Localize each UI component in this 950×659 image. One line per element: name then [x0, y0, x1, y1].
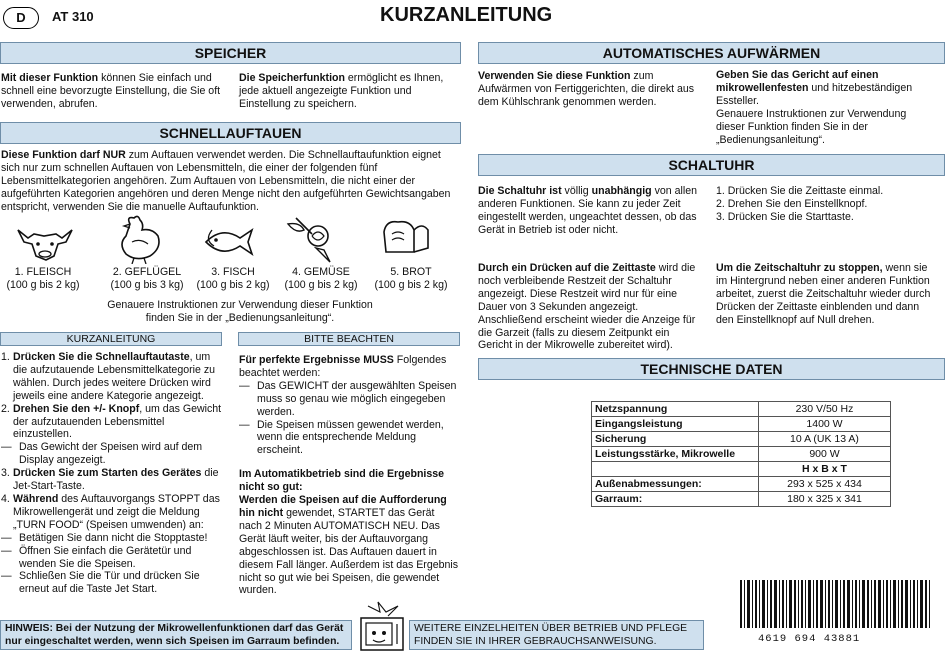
- table-row: H x B x T: [592, 462, 891, 477]
- speicher-heading: SPEICHER: [0, 42, 461, 64]
- bread-icon: [380, 218, 432, 258]
- chicken-icon: [116, 214, 164, 264]
- step-4: 4. Während des Auftauvorgangs STOPPT das Mikrowellengerät und zeigt die Meldung „TURN FOOD“ (Speisen umwenden) an:: [1, 492, 220, 531]
- schaltuhr-steps: 1. Drücken Sie die Zeittaste einmal. 2. Drehen Sie den Einstellknopf. 3. Drücken Sie die Starttaste.: [716, 185, 884, 223]
- kurzanleitung-subheading: KURZANLEITUNG: [0, 332, 222, 346]
- table-row: Leistungsstärke, Mikrowelle 900 W: [592, 447, 891, 462]
- table-row: Eingangsleistung 1400 W: [592, 417, 891, 432]
- step-2: 2. Drehen Sie den +/- Knopf, um das Gewicht der aufzutauenden Lebensmittel einzustellen.: [1, 402, 222, 441]
- step-4-note-1: — Betätigen Sie dann nicht die Stopptaste!: [1, 531, 208, 544]
- fish-icon: [202, 226, 256, 258]
- microwave-icon: [358, 600, 406, 652]
- table-row: Außenabmessungen: 293 x 525 x 434: [592, 477, 891, 492]
- weitere-einzelheiten-box: WEITERE EINZELHEITEN ÜBER BETRIEB UND PFLEGE FINDEN SIE IN IHRER GEBRAUCHSANWEISUNG.: [409, 620, 704, 650]
- table-row: Garraum: 180 x 325 x 341: [592, 492, 891, 507]
- language-tag: D: [3, 7, 39, 29]
- automatisches-aufwaermen-heading: AUTOMATISCHES AUFWÄRMEN: [478, 42, 945, 64]
- technische-daten-table: [591, 401, 891, 507]
- model-number: AT 310: [52, 9, 94, 24]
- speicher-left-text: Mit dieser Funktion können Sie einfach und schnell eine bevorzugte Einstellung, die Sie oft verwenden, abrufen.: [1, 72, 221, 110]
- page-title: KURZANLEITUNG: [380, 4, 553, 26]
- aufwaermen-left-text: Verwenden Sie diese Funktion zum Aufwärmen von Fertiggerichten, die direkt aus dem Kühlschrank genommen werden.: [478, 70, 695, 108]
- category-brot: 5. BROT (100 g bis 2 kg): [374, 266, 448, 291]
- step-1: 1. Drücken Sie die Schnellauftautaste, um die aufzutauende Lebensmittelkategorie zu wählen. Durch jedes weitere Drücken wird jeweils eine andere Kategorie angezeigt.: [1, 351, 216, 402]
- step-2-note: — Das Gewicht der Speisen wird auf dem Display angezeigt.: [1, 441, 203, 467]
- schnellauftauen-heading: SCHNELLAUFTAUEN: [0, 122, 461, 144]
- category-fleisch: 1. FLEISCH (100 g bis 2 kg): [6, 266, 80, 291]
- category-gemuese: 4. GEMÜSE (100 g bis 2 kg): [284, 266, 358, 291]
- schnellauftauen-intro: Diese Funktion darf NUR zum Auftauen verwendet werden. Die Schnellauftaufunktion eignet sich nur zum schnellen Auftauen von Lebensmitteln, die einer der folgenden fünf Lebensmittelkategorien angehören. Zum Auftauen von Lebensmitteln, die nicht einer der aufgeführten Kategorien angehören und deren Menge nicht den aufgeführten Gewichtsangaben entspricht, verwenden Sie die manuelle Auftaufunktion.: [1, 149, 451, 213]
- barcode-icon: [738, 580, 934, 632]
- schaltuhr-intro: Die Schaltuhr ist völlig unabhängig von allen anderen Funktionen. Sie kann zu jeder Zeit eingestellt werden, ungeachtet dessen, ob das Gerät in Betrieb ist oder nicht.: [478, 185, 698, 236]
- barcode-number: 4619 694 43881: [758, 633, 861, 645]
- schaltuhr-restzeit: Durch ein Drücken auf die Zeittaste wird die noch verbleibende Restzeit der Schaltuhr angezeigt. Diese Restzeit wird nur für eine Dauer von 3 Sekunden angezeigt. Anschließend erscheint wieder die Anzeige für die Garzeit (falls zu diesem Zeitpunkt ein Gericht in der Mikrowelle zubereitet wird).: [478, 262, 696, 352]
- cow-icon: [14, 222, 76, 262]
- aufwaermen-right-text: Geben Sie das Gericht auf einen mikrowellenfesten und hitzebeständigen Essteller. Genauere Instruktionen zur Verwendung dieser Funktion finden Sie in der „Bedienungsanleitung“.: [716, 69, 913, 146]
- schaltuhr-heading: SCHALTUHR: [478, 154, 945, 176]
- category-fisch: 3. FISCH (100 g bis 2 kg): [196, 266, 270, 291]
- bitte-beachten-subheading: BITTE BEACHTEN: [238, 332, 460, 346]
- step-4-note-2: — Öffnen Sie einfach die Gerätetür und wenden Sie die Speisen.: [1, 544, 192, 570]
- step-4-note-3: — Schließen Sie die Tür und drücken Sie erneut auf die Taste Jet Start.: [1, 570, 200, 596]
- schaltuhr-stoppen: Um die Zeitschaltuhr zu stoppen, wenn sie im Hintergrund neben einer anderen Funktion arbeitet, zuerst die Zeitschaltuhr wieder durch Drücken der Zeittaste einblenden und dann den Einstellknopf auf Null drehen.: [716, 262, 931, 326]
- vegetable-icon: [286, 214, 338, 266]
- bitte-beachten-text: Für perfekte Ergebnisse MUSS Folgendes beachtet werden: — Das GEWICHT der ausgewählten Speisen muss so genau wie möglich eingegeben werden. — Die Speisen müssen gewendet werden, wenn die entsprechende Meldung erscheint. Im Automatikbetrieb sind die Ergebnisse nicht so gut: Werden die Speisen auf die Aufforderung hin nicht gewendet, STARTET das Gerät nach 2 Minuten AUTOMATISCH NEU. Das Gerät läuft weiter, bis der Auftauvorgang abgeschlossen ist. Das Auftauen dauert in diesem Fall länger. Außerdem ist das Ergebnis nicht so gut wie bei Speisen, die gewendet wurden.: [239, 354, 459, 597]
- table-row: Netzspannung 230 V/50 Hz: [592, 402, 891, 417]
- category-gefluegel: 2. GEFLÜGEL (100 g bis 3 kg): [110, 266, 184, 291]
- speicher-right-text: Die Speicherfunktion ermöglicht es Ihnen, jede aktuell angezeigte Funktion und Einstellung zu speichern.: [239, 72, 444, 110]
- technische-daten-heading: TECHNISCHE DATEN: [478, 358, 945, 380]
- kurzanleitung-steps: [1, 351, 223, 596]
- schnellauftauen-note: Genauere Instruktionen zur Verwendung dieser Funktion finden Sie in der „Bedienungsanleitung“.: [107, 299, 373, 324]
- hinweis-box: HINWEIS: Bei der Nutzung der Mikrowellenfunktionen darf das Gerät nur eingeschaltet werden, wenn sich Speisen im Garraum befinden.: [0, 620, 352, 650]
- table-row: Sicherung 10 A (UK 13 A): [592, 432, 891, 447]
- step-3: 3. Drücken Sie zum Starten des Gerätes die Jet-Start-Taste.: [1, 467, 219, 493]
